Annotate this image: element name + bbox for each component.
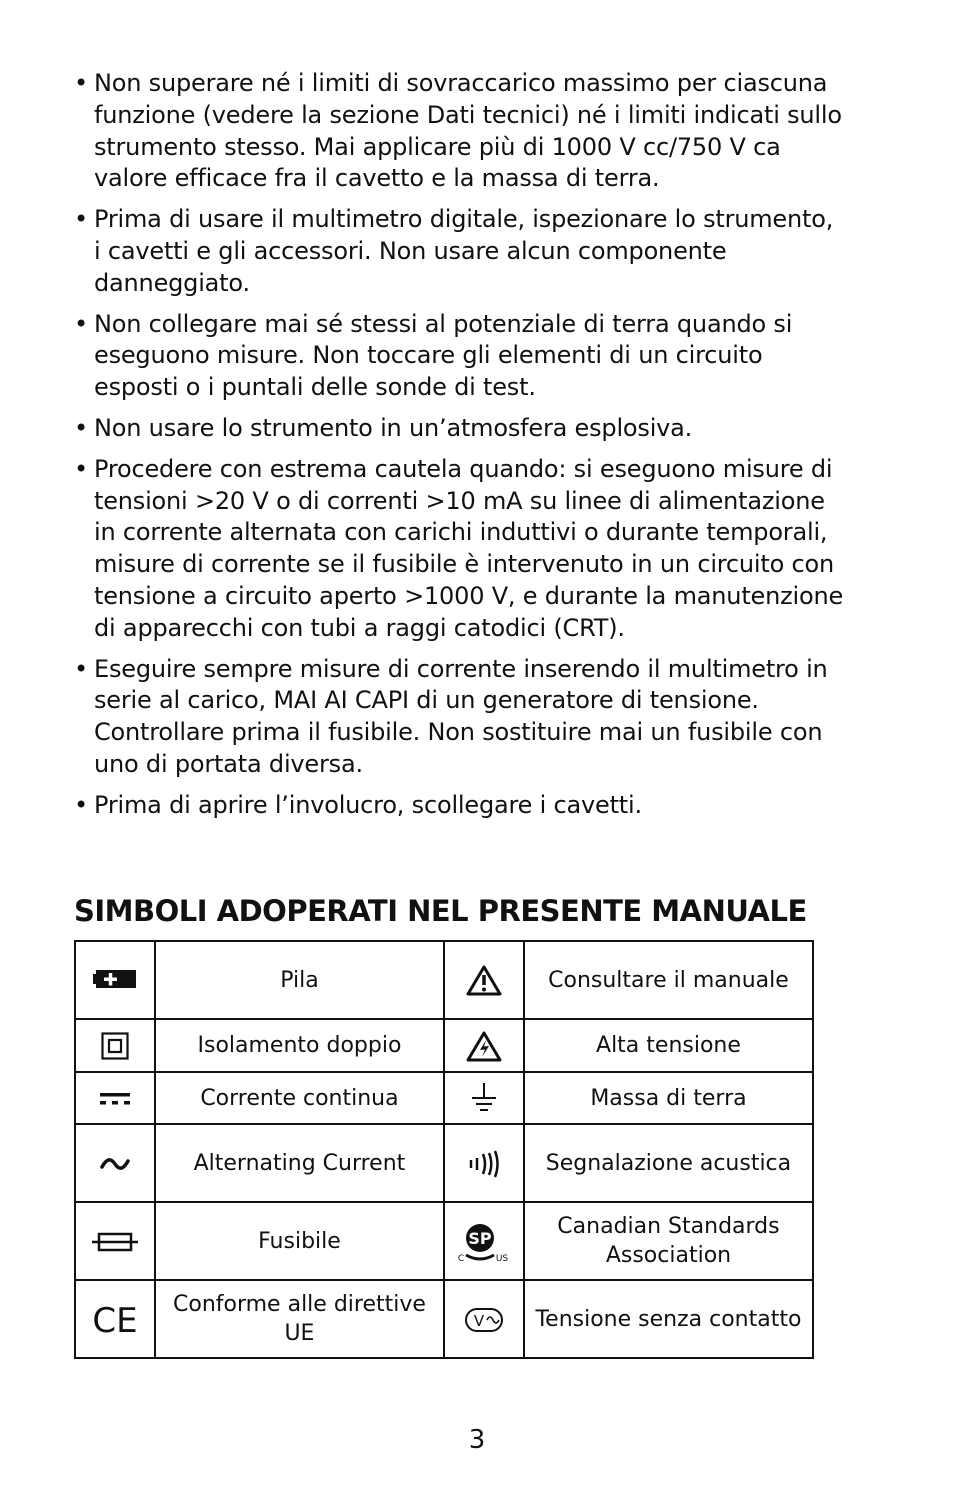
symbol-label: Consultare il manuale (524, 941, 813, 1019)
bullet-mark: • (74, 69, 88, 97)
alternating-current-icon (100, 1157, 130, 1171)
table-row (75, 1202, 813, 1280)
csa-mark-us: US (495, 1254, 509, 1263)
symbol-label: Massa di terra (524, 1072, 813, 1124)
symbol-label: Alta tensione (524, 1019, 813, 1072)
table-row (75, 941, 813, 1019)
symbol-cell (444, 1124, 524, 1202)
symbol-cell (444, 1202, 524, 1280)
list-item: • Non superare né i limiti di sovraccarico massimo per ciascuna funzione (vedere la sezione Dati tecnici) né i limiti indicati sullo strumento stesso. Mai applicare più di 1000 V cc/750 V ca valore efficace fra il cavetto e la massa di terra. (74, 69, 842, 193)
high-voltage-icon (465, 1030, 503, 1062)
list-item: • Non usare lo strumento in un’atmosfera esplosiva. (74, 413, 844, 445)
page-number: 3 (468, 1425, 486, 1455)
table-row (75, 1072, 813, 1124)
symbol-label: Canadian Standards Association (524, 1202, 813, 1280)
safety-bullet-list (74, 68, 844, 822)
symbol-cell (444, 1280, 524, 1358)
symbol-label: Conforme alle direttive UE (155, 1280, 444, 1358)
list-item: • Procedere con estrema cautela quando: si eseguono misure di tensioni >20 V o di correnti >10 mA su linee di alimentazione in corrente alternata con carichi induttivi o durante temporali, misure di corrente se il fusibile è intervenuto in un circuito con tensione a circuito aperto >1000 V, e durante la manutenzione di apparecchi con tubi a raggi catodici (CRT). (74, 454, 844, 642)
ce-mark-icon (90, 1302, 140, 1336)
symbol-cell (444, 1019, 524, 1072)
ce-mark-text: CE (92, 1302, 138, 1336)
section-title: SIMBOLI ADOPERATI NEL PRESENTE MANUALE (74, 894, 807, 928)
non-contact-voltage-icon (464, 1307, 504, 1333)
battery-icon (93, 970, 137, 992)
symbol-label: Alternating Current (155, 1124, 444, 1202)
symbol-label: Isolamento doppio (155, 1019, 444, 1072)
symbols-table (74, 940, 814, 1359)
symbol-cell (444, 941, 524, 1019)
double-insulation-icon (101, 1032, 129, 1060)
symbol-cell (75, 1124, 155, 1202)
ground-icon (471, 1083, 497, 1113)
symbol-label: Segnalazione acustica (524, 1124, 813, 1202)
bullet-mark: • (74, 654, 88, 683)
bullet-mark: • (74, 309, 88, 338)
symbol-label: Corrente continua (155, 1072, 444, 1124)
symbol-cell (75, 1280, 155, 1358)
list-item: • Non collegare mai sé stessi al potenziale di terra quando si eseguono misure. Non toccare gli elementi di un circuito esposti o i puntali delle sonde di test. (74, 309, 793, 402)
bullet-mark: • (74, 413, 88, 442)
symbol-cell (75, 1072, 155, 1124)
list-item: • Prima di usare il multimetro digitale, ispezionare lo strumento, i cavetti e gli accessori. Non usare alcun componente danneggiato. (74, 205, 834, 297)
fuse-icon (92, 1232, 138, 1252)
ncv-letter: V (473, 1311, 485, 1330)
bullet-mark: • (74, 205, 88, 234)
list-item: • Prima di aprire l’involucro, scollegare i cavetti. (74, 790, 844, 822)
table-row (75, 1019, 813, 1072)
bullet-mark: • (74, 454, 88, 483)
csa-mark-letters: SP (468, 1229, 492, 1248)
symbol-label: Tensione senza contatto (524, 1280, 813, 1358)
direct-current-icon (100, 1092, 130, 1106)
warning-triangle-icon (465, 964, 503, 996)
table-row (75, 1124, 813, 1202)
list-item: • Eseguire sempre misure di corrente inserendo il multimetro in serie al carico, MAI AI CAPI di un generatore di tensione. Controllare prima il fusibile. Non sostituire mai un fusibile con uno di portata diversa. (74, 654, 828, 778)
csa-mark-c: C (457, 1254, 465, 1263)
symbol-label: Pila (155, 941, 444, 1019)
symbol-cell (75, 941, 155, 1019)
symbol-cell (444, 1072, 524, 1124)
table-row (75, 1280, 813, 1358)
symbol-cell (75, 1202, 155, 1280)
symbol-label: Fusibile (155, 1202, 444, 1280)
symbol-cell (75, 1019, 155, 1072)
safety-instructions (74, 68, 844, 831)
bullet-mark: • (74, 790, 88, 819)
audible-tone-icon (468, 1150, 500, 1178)
csa-mark-icon (456, 1219, 512, 1263)
